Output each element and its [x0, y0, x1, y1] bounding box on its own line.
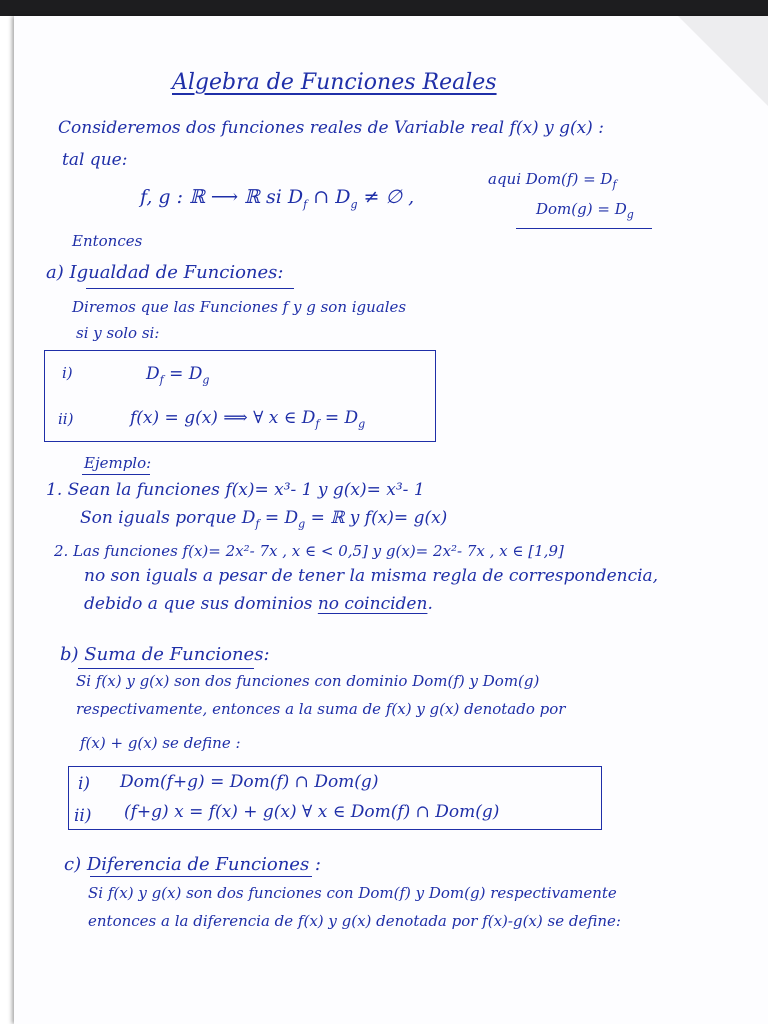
ex1-text: Son iguals porque D	[80, 508, 256, 528]
section-a-text-2: si y solo si:	[76, 324, 160, 342]
ex1-sub-g: g	[298, 517, 306, 531]
dom-g-definition	[536, 200, 634, 221]
section-b-text-3: f(x) + g(x) se define :	[80, 734, 241, 752]
dom-underline	[516, 228, 652, 229]
formula-text: f, g : ℝ ⟶ ℝ si D	[140, 186, 304, 208]
intro-line-2: tal que:	[62, 150, 128, 170]
equality-cond-2-label: ii)	[58, 410, 74, 428]
section-c-text-1: Si f(x) y g(x) son dos funciones con Dom(f) y Dom(g) respectivamente	[88, 884, 617, 902]
section-c-underline	[90, 876, 312, 877]
dom-g-sub: g	[626, 208, 634, 221]
entonces-label: Entonces	[72, 232, 143, 250]
ex1-mid: = D	[259, 508, 299, 528]
ejemplo-label: Ejemplo:	[84, 454, 152, 472]
section-b-heading: b) Suma de Funciones:	[60, 644, 270, 665]
section-c-text-2: entonces a la diferencia de f(x) y g(x) denotada por f(x)-g(x) se define:	[88, 912, 621, 930]
ex2-line3-end: .	[427, 594, 433, 614]
sum-cond-1: Dom(f+g) = Dom(f) ∩ Dom(g)	[120, 772, 379, 792]
dom-g-text: Dom(g) = D	[536, 200, 627, 218]
formula-sub-f: f	[303, 197, 308, 211]
ejemplo-underline	[82, 474, 150, 475]
section-c-heading: c) Diferencia de Funciones :	[64, 854, 321, 875]
scan-top-border	[0, 0, 768, 16]
section-b-underline	[78, 668, 254, 669]
equality-cond-1	[146, 364, 209, 387]
section-a-underline	[86, 288, 294, 289]
ex1-sub-f: f	[255, 517, 260, 531]
cond1-sub-g: g	[202, 373, 210, 387]
dom-f-sub: f	[612, 178, 617, 191]
cond2-sub-g: g	[358, 417, 366, 431]
sum-cond-2: (f+g) x = f(x) + g(x) ∀ x ∈ Dom(f) ∩ Dom(g)	[124, 802, 500, 822]
section-a-text-1: Diremos que las Funciones f y g son iguales	[72, 298, 407, 316]
sum-cond-2-label: ii)	[74, 806, 92, 826]
section-b-text-1: Si f(x) y g(x) son dos funciones con dominio Dom(f) y Dom(g)	[76, 672, 540, 690]
section-b-text-2: respectivamente, entonces a la suma de f(x) y g(x) denotado por	[76, 700, 566, 718]
example-1-line-2	[80, 508, 447, 531]
cond2-mid: = D	[319, 408, 359, 428]
cond2-sub-f: f	[315, 417, 320, 431]
domain-formula	[140, 186, 414, 211]
ex2-line3-start: debido a que sus dominios	[84, 594, 318, 614]
sum-cond-1-label: i)	[78, 774, 91, 794]
equality-cond-2	[130, 408, 365, 431]
equality-cond-1-label: i)	[62, 364, 73, 382]
section-a-heading: a) Igualdad de Funciones:	[46, 262, 284, 283]
folded-page-corner	[678, 16, 768, 106]
page-title: Algebra de Funciones Reales	[172, 70, 497, 95]
no-coinciden-underlined: no coinciden	[317, 594, 428, 614]
cond1-mid: = D	[163, 364, 203, 384]
intro-line-1: Consideremos dos funciones reales de Variable real f(x) y g(x) :	[58, 118, 604, 138]
cond2-text: f(x) = g(x) ⟹ ∀ x ∈ D	[130, 408, 316, 428]
formula-end: ≠ ∅ ,	[357, 186, 415, 208]
cond1-text: D	[146, 364, 160, 384]
formula-sub-g: g	[350, 197, 358, 211]
example-2-line-3	[84, 594, 433, 614]
dom-f-definition	[488, 170, 617, 191]
dom-f-text: aqui Dom(f) = D	[488, 170, 613, 188]
ex1-end: = ℝ y f(x)= g(x)	[305, 508, 448, 528]
cond1-sub-f: f	[159, 373, 164, 387]
example-2-line-2: no son iguals a pesar de tener la misma regla de correspondencia,	[84, 566, 659, 586]
example-1-line-1: 1. Sean la funciones f(x)= x³- 1 y g(x)= x³- 1	[46, 480, 425, 500]
formula-mid: ∩ D	[307, 186, 351, 208]
example-2-line-1: 2. Las funciones f(x)= 2x²- 7x , x ∈ < 0,5] y g(x)= 2x²- 7x , x ∈ [1,9]	[54, 542, 564, 560]
